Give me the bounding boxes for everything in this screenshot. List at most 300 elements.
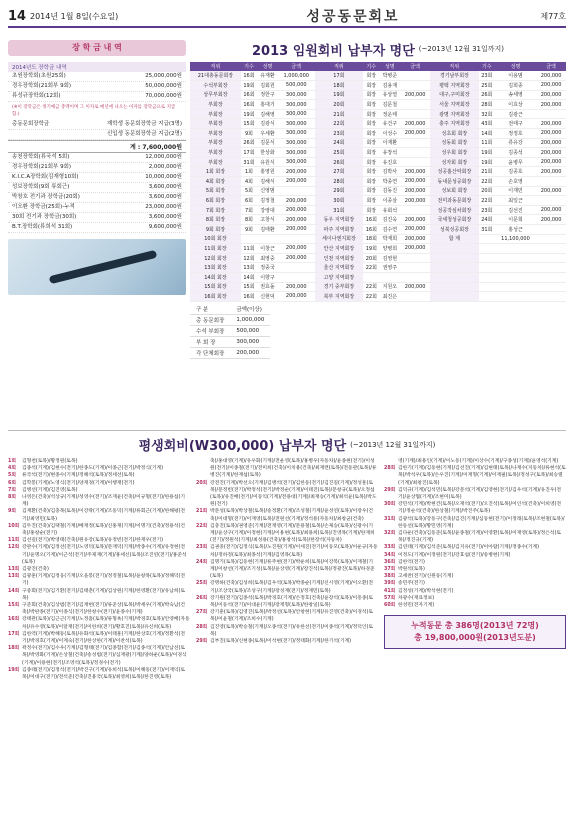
donation-cell: 회장 (363, 196, 379, 206)
donation-cell: 이재민 (495, 186, 536, 196)
entry-names: 김병선(기계)/김진영(토목) (22, 487, 78, 493)
summary-row (190, 347, 270, 358)
donation-cell: 25회 (479, 81, 495, 91)
donation-cell: 경기남부회장 (430, 71, 479, 81)
entry-names: 김덕규(기계)/김석민(토목)/강문석(기계)/김영현(전기)/김우석(기계)/유진우(전기)/윤상협(기계)/조현미(토목) (398, 487, 562, 501)
donation-cell: 양병희 (379, 244, 400, 254)
donation-cell: 우세환 (257, 129, 278, 139)
scholarship-label: 박창호 전기과 장학금(20회) (12, 194, 80, 200)
donation-cell: 200,000 (400, 196, 430, 206)
entry-class: 41회 (384, 588, 396, 594)
entry-class: 37회 (384, 567, 396, 573)
lifetime-entry (8, 480, 190, 487)
entry-class: 23회 (196, 545, 208, 551)
entry-names: 박문성(토목)/박상철(토목)/송정환(기계)/조성철(기계)/윤성연(토목)/이장우(건축)/이대형(전기)/이재영(토목)/전원선(기계)/정석용(자동차)/최창균(건축) (210, 509, 374, 522)
donation-cell: 31회 (479, 225, 495, 235)
donation-cell: 500,000 (278, 81, 315, 91)
donation-row (190, 148, 566, 158)
donation-cell (479, 292, 495, 302)
entry-names: 김한억(전기) (398, 559, 425, 565)
donation-cell: 부회장 (190, 100, 241, 110)
donation-cell: 동우 지역회장 (315, 215, 364, 225)
donation-cell: 유회석 (379, 205, 400, 215)
lifetime-entry (384, 544, 566, 551)
donation-cell (495, 263, 536, 273)
donation-cell (257, 234, 278, 244)
donation-cell: 19회 (479, 157, 495, 167)
donation-cell: 부회장 (190, 138, 241, 148)
entry-names: 구중회(전기)/김기환(전기)/김태춘(기계)/김상원(기계)/한영환(전기)/유남희(토목) (22, 588, 186, 601)
donation-header-cell: 성명 (257, 62, 278, 71)
donation-cell: 회장 (363, 100, 379, 110)
donation-cell: 고창식 (257, 215, 278, 225)
pen-image (49, 250, 158, 284)
donation-cell: 1,000,000 (278, 71, 315, 81)
summary-value: 300,000 (230, 336, 270, 347)
entry-names: 송민주(전기) (398, 581, 425, 587)
donation-cell: 합 계 (430, 234, 479, 244)
donation-cell: 홍성근 (495, 225, 536, 235)
donation-header-cell: 기수 (479, 62, 495, 71)
donation-cell: 20회 (479, 186, 495, 196)
donation-cell (400, 205, 430, 215)
scholarship-row (8, 173, 186, 183)
entry-class: 13회 (8, 567, 20, 573)
scholarship-row (8, 120, 186, 130)
lifetime-entry (384, 573, 566, 580)
donation-header-cell: 직위 (190, 62, 241, 71)
entry-names: 김재환(건축)/김충목(토목)/이강락(기계)/조동덕(기계)/류회근(기계)/한해평(전기)/최영민(토목) (22, 509, 186, 522)
scholarship-label: 성보장학회(9회 류회근) (12, 184, 70, 190)
scholarship-row (8, 203, 186, 213)
donation-cell (479, 282, 495, 292)
donation-cell (400, 100, 430, 110)
donation-cell (400, 272, 430, 282)
entry-class: 4회 (8, 466, 16, 472)
donation-cell (479, 234, 495, 244)
lifetime-entry (196, 508, 378, 522)
donation-cell: 200,000 (536, 157, 566, 167)
donation-cell: 300,000 (278, 138, 315, 148)
entry-class: 5회 (8, 473, 16, 479)
donation-cell (536, 244, 566, 254)
donation-cell: 19회 (241, 109, 257, 119)
lifetime-entry (8, 458, 190, 465)
donation-row (190, 129, 566, 139)
donation-cell (479, 253, 495, 263)
donation-cell (430, 263, 479, 273)
entry-names: 나영돈(건축)/석상규(기계)/성영수(전기)/조재윤(건축)/이규형(전기)/한용섭(기계) (22, 495, 186, 508)
scholarship-note: (※이 장학금은 정기예금 총액이며 그 이자로 매년에 나오는 이자를 장학금으로 지급함.) (12, 105, 176, 117)
entry-names: 강관수(기계)/김정선(전기)/노영덕(토목)/문재덕(기계)/박종수(기계)/유정현(전기)/윤명오(기계)/이근석(전기)/주제재(기계)/홍세신(토목)/조진연(전기)/홍준석(토목) (22, 545, 187, 565)
entry-names: 구준회(건축)/김상범(전기)/김재헌(전기)/류준상(토목)/박세우(기계)/박숙남(건축)/박판종(전기)/이종식(전기)/한창수(전기)/윤종수(기계) (22, 603, 186, 616)
donation-cell (495, 292, 536, 302)
donation-cell: 300,000 (278, 129, 315, 139)
donation-cell: 200,000 (400, 90, 430, 100)
entry-class: 32회 (384, 531, 396, 537)
entry-names: 김충진(토목)/권영준(기계)/전재영(기계)/문용철(토목)/손제승(토목)/신광수(기계)/윤상구(기계)/이정현(기계)/이용현(토목)/최용희(토목)/진영목(기계)/한재희(전기)/정원석(기계)/최성용(건축)/홍창석(토목)/한장석(자동차) (210, 523, 375, 544)
donation-cell: 유장석 (379, 148, 400, 158)
donation-cell (278, 272, 315, 282)
lifetime-entry (384, 487, 566, 501)
entry-names: 김정성(기계)/박석현(전기) (398, 588, 454, 594)
donation-cell: 국세청성공회장 (430, 215, 479, 225)
donation-cell: 19회 (241, 81, 257, 91)
entry-class: 30회 (384, 502, 396, 508)
entry-names: 김연태(기계)/김석준(토목)/김지유(전기)/이아람(기계)/정종수(기계) (398, 545, 540, 551)
donation-cell (536, 282, 566, 292)
donation-row (190, 292, 566, 302)
donation-cell: 성초회 회장 (430, 129, 479, 139)
donation-cell: 이재환 (379, 138, 400, 148)
donation-cell: 300,000 (278, 109, 315, 119)
lifetime-total-count: 누적동문 총 386명(2013년 72명) (411, 621, 539, 631)
donation-row (190, 90, 566, 100)
donation-cell: 22회 (315, 119, 364, 129)
lifetime-entry (196, 609, 378, 623)
scholarship-amount: 신입생 동문회장학금 지급(2명) (106, 131, 182, 137)
donation-cell: 30회 (315, 196, 364, 206)
lifetime-entry (8, 523, 190, 537)
lifetime-entry (196, 595, 378, 609)
donation-cell: 200,000 (400, 215, 430, 225)
scholarship-label: 이오환 장학금(25회)-누적 (12, 204, 75, 210)
scholarship-label: 류성규장학회(12회) (12, 93, 61, 99)
donation-cell: 43회 (479, 119, 495, 129)
donation-cell: 25회 (315, 148, 364, 158)
donation-cell (400, 292, 430, 302)
scholarship-row (8, 193, 186, 203)
entry-names: 박원석(토목) (398, 567, 425, 573)
lifetime-entry (8, 602, 190, 616)
donation-cell: 강영대 (257, 205, 278, 215)
donation-cell: 송세영 (495, 90, 536, 100)
donation-cell: 300,000 (278, 119, 315, 129)
donation-cell: 200,000 (400, 177, 430, 187)
lifetime-entry (8, 631, 190, 645)
donation-cell: 200,000 (278, 282, 315, 292)
scholarship-amount: 3,600,000원 (148, 184, 182, 190)
donation-cell: 32회 (479, 109, 495, 119)
donation-cell: 15회 (241, 282, 257, 292)
donation-cell: 20회 (363, 253, 379, 263)
donation-cell (400, 81, 430, 91)
entry-class: 25회 (196, 581, 208, 587)
donation-cell: 회장 (363, 157, 379, 167)
donation-cell: 22회 (363, 292, 379, 302)
donation-header-cell: 기수 (363, 62, 379, 71)
donation-cell: 19회 (315, 90, 364, 100)
summary-value: 1,000,000 (230, 314, 270, 325)
lifetime-entry (196, 559, 378, 581)
entry-class: 26회 (196, 595, 208, 601)
scholarship-section: 2014년도 장학금 내역 (8, 62, 186, 72)
donation-cell: 인천 지역회장 (315, 253, 364, 263)
lifetime-subtitle: (~2013년 12월 31일까지) (350, 440, 436, 449)
donation-cell: 9회 회장 (190, 225, 241, 235)
lifetime-column-3 (384, 458, 566, 681)
donation-cell: 200,000 (278, 196, 315, 206)
entry-class: 6회 (8, 480, 16, 486)
donation-row (190, 244, 566, 254)
donation-cell (430, 244, 479, 254)
donation-cell (536, 292, 566, 302)
donation-cell: 200,000 (536, 100, 566, 110)
scholarship-amount: 23,000,000원 (145, 204, 182, 210)
lifetime-entry (196, 458, 378, 480)
lifetime-entry (8, 573, 190, 587)
donation-cell: 김광근 (495, 109, 536, 119)
entry-class: 24회 (196, 559, 208, 565)
donation-cell: 200,000 (400, 186, 430, 196)
scholarship-amount: 재학생 동문회장학금 지급(3명) (106, 121, 182, 127)
donation-cell: 회장 (363, 186, 379, 196)
donation-cell: 21회 (479, 167, 495, 177)
donation-cell: 지원오 (379, 282, 400, 292)
donation-cell: 북부 지역회장 (315, 292, 364, 302)
donation-cell: 성공홈산악회장 (430, 167, 479, 177)
donation-cell: 23회 (479, 205, 495, 215)
donation-row (190, 253, 566, 263)
donation-cell: 200,000 (278, 292, 315, 302)
donation-cell: 대구,구미회장 (430, 90, 479, 100)
donation-cell: 회장 (363, 205, 379, 215)
donation-row (190, 138, 566, 148)
donation-cell: 300,000 (278, 90, 315, 100)
donation-cell: 26회 (241, 138, 257, 148)
donation-cell: 정한구 (257, 90, 278, 100)
lifetime-entry (384, 530, 566, 544)
donation-cell: 회장 (363, 129, 379, 139)
entry-class: 10회 (8, 523, 20, 529)
donation-cell: 성북성공회장 (430, 225, 479, 235)
donation-cell: 1회 회장 (190, 167, 241, 177)
donation-cell (400, 148, 430, 158)
summary-key: 부 회 장 (190, 336, 230, 347)
scholarship-label: 경우장학회(21회부 9회) (12, 83, 72, 89)
scholarship-amount: 10,000,000원 (145, 174, 182, 180)
entry-names: 김형천(토목)/황정원(토목) (22, 459, 78, 464)
donation-cell: 24회 (315, 138, 364, 148)
lifetime-entry (384, 588, 566, 595)
donation-cell: 정운태 (379, 109, 400, 119)
scholarship-row (8, 223, 186, 233)
donation-cell: 8회 (241, 215, 257, 225)
donation-cell: 19회 (479, 148, 495, 158)
scholarship-label: 30회 전기과 장학금(30회) (12, 214, 77, 220)
donation-cell: 16회 (363, 215, 379, 225)
donation-cell: 24회 (479, 215, 495, 225)
entry-names: 김종태(전기)/김정석(전기)/박진구(기계)/유희석(토목)/이해동(전기)/이재익(토목)/이대구(전기)/전석준(건축)/진용국(토목)/최영희(토목)/한진영(토목) (22, 667, 186, 681)
entry-names: 축)/홍대영(기계)/유우화(기계)/전운영(토목)/홍병우(자동차)/윤종현(전기)/이성원(전기)/이종철(전기)/전미희(건축)/이치용(건축)/최재련(토목)/전동관(토목)/류병진(기계)/한재섭(토목) (210, 459, 377, 479)
donation-cell (400, 253, 430, 263)
donation-cell: 이효상 (495, 100, 536, 110)
donation-cell: 박종연 (379, 177, 400, 187)
donation-cell (495, 244, 536, 254)
scholarship-row (8, 92, 186, 102)
lifetime-section (8, 430, 566, 681)
donation-cell (536, 109, 566, 119)
entry-class: 19회 (8, 667, 20, 673)
lifetime-entry (196, 580, 378, 594)
donation-cell: 26회 (479, 90, 495, 100)
donation-row (190, 186, 566, 196)
donation-cell: 4회 회장 (190, 177, 241, 187)
entry-names: 이정도(기계)/이정원(전기)/강효섭(전기)/송병현(기계) (398, 552, 511, 558)
entry-class: 21회 (196, 509, 208, 515)
entry-class: 36회 (384, 559, 396, 565)
donation-cell: 동내문성공회장 (430, 177, 479, 187)
donation-cell: 유원식 (257, 157, 278, 167)
lifetime-entry (8, 465, 190, 472)
lifetime-entry (8, 487, 190, 494)
donation-cell: 200,000 (400, 244, 430, 254)
donation-cell: 13회 회장 (190, 263, 241, 273)
donation-cell: 류유강 (495, 138, 536, 148)
donation-cell (278, 234, 315, 244)
donation-cell: 회장 (363, 109, 379, 119)
lifetime-entry (8, 472, 190, 479)
donation-cell: 김박사 (379, 167, 400, 177)
scholarship-amount: 3,600,000원 (148, 194, 182, 200)
donation-cell: 이용범 (495, 71, 536, 81)
entry-class: 28회 (196, 624, 208, 630)
donation-cell: 10회 회장 (190, 234, 241, 244)
donation-cell (400, 263, 430, 273)
donation-header-cell: 금액 (278, 62, 315, 71)
donation-cell: 16회 (241, 71, 257, 81)
donation-cell: 부회장 (190, 129, 241, 139)
scholarship-panel (8, 36, 186, 426)
donation-cell: 200,000 (400, 282, 430, 292)
donation-cell: 200,000 (400, 129, 430, 139)
donation-cell: 회장 (363, 71, 379, 81)
donation-cell: 200,000 (536, 90, 566, 100)
donation-cell: 31회 (241, 157, 257, 167)
entry-names: 김두진(건축)/김택철(기계)/배재정(토목)/신홍재(기계)/이명기(건축)/정용석(건축)/홍창순(전기) (22, 523, 186, 537)
donation-cell: 유재환 (257, 71, 278, 81)
lifetime-total-amount: 총 19,800,000원(2013년도분) (414, 633, 536, 643)
donation-cell: 전태구 (495, 119, 536, 129)
donation-cell: 부회장 (190, 148, 241, 158)
donation-cell: 부회장 (190, 109, 241, 119)
summary-row (190, 304, 270, 315)
donation-cell: 이종삼 (379, 196, 400, 206)
donation-cell: 권영주 (379, 263, 400, 273)
lifetime-entry (384, 566, 566, 573)
lifetime-entry (384, 458, 566, 465)
entry-names: 강기원(전기)/김종석(토목)/박경호(기계)/손정호(건축)/윤장석(토목)/이흥종(토목)/이동석(전기)/이대윤(기계)/장재형(토목)/한창일(토목) (210, 595, 374, 609)
donation-row (190, 282, 566, 292)
entry-names: 김광훈(기계)/김정웅(기계)/오을봉(전기)/정정철(토목)/윤창목(토목)/정해덕(전기) (22, 574, 186, 587)
donation-cell: 200,000 (278, 167, 315, 177)
lifetime-entry (384, 580, 566, 587)
donation-cell: 윤병무 (495, 157, 536, 167)
entry-class: 22회 (196, 523, 208, 529)
donation-header-cell: 성명 (495, 62, 536, 71)
donation-cell: 18회 (315, 81, 364, 91)
entry-names: 강전진(기계)/박선오(기계)/김병석(전기)/김한동(전기)/김진길(기계)/정성훈(토목)/문정빈(전기)/박정석(전기)/박정순(기계)/이태진(토목)/문창규(토목)/오정섭(토목)/유진배(전기)/이동익(기계)/전용대(기계)/최재승(기계)/최석윤(토목)/박도원(전기) (210, 480, 377, 508)
donation-cell: 성보회 회장 (430, 186, 479, 196)
donation-cell: 김선진 (495, 205, 536, 215)
donation-cell: 22회 (479, 196, 495, 206)
entry-class: 29회 (196, 639, 208, 645)
donation-cell (278, 186, 315, 196)
donation-cell: 전미과동문회장 (430, 196, 479, 206)
entry-names: 김다운(건축)/김동준(토목)/윤종철(기계)/이영환(토목)/이재영(토목)/정은석(토목)/정진규(기계) (398, 531, 562, 544)
scholarship-label: 경우장학회(21회부 9회) (12, 164, 72, 170)
donation-cell: 세이나엔지회장 (315, 234, 364, 244)
donation-cell: 손호영 (495, 177, 536, 187)
donation-cell: 최일근 (495, 196, 536, 206)
entry-names: 김종석(기계)/김현수(전기)/한종도(기계)/이종근(전기)/박정식(기계) (22, 466, 164, 472)
entry-class: 9회 (8, 509, 16, 515)
donation-cell (536, 196, 566, 206)
summary-row (190, 325, 270, 336)
lifetime-entry (196, 624, 378, 638)
donation-row (190, 119, 566, 129)
donation-cell: 이문희 (495, 215, 536, 225)
donation-cell: 27회 (315, 167, 364, 177)
donation-cell (379, 272, 400, 282)
donation-cell (400, 109, 430, 119)
entry-names: 고세찬(전기)/신원동(기계) (398, 574, 454, 580)
lifetime-entry (196, 544, 378, 558)
donation-cell: 23회 (479, 71, 495, 81)
scholarship-row (8, 82, 186, 92)
donation-cell: 회장 (363, 138, 379, 148)
donation-cell: 성우회 회장 (430, 148, 479, 158)
entry-names: 김광석(토목)/강동구(건축)/김진(기계)/심동현(전기)/이정래(토목)/조현철(토목)/한동선(토목)/황민영(기계) (398, 516, 565, 529)
donation-cell: 200,000 (400, 234, 430, 244)
entry-names: 김학봉(기계)/노영식(전기)/양재경(기계)/이행재(전기) (22, 480, 135, 486)
donation-cell: 고양 지역회장 (315, 272, 364, 282)
entry-names: 차광수(재료정보) (398, 595, 435, 601)
donation-cell (479, 244, 495, 254)
donation-cell (495, 282, 536, 292)
lifetime-entry (8, 508, 190, 522)
lifetime-entry (384, 516, 566, 530)
scholarship-amount: 3,600,000원 (148, 214, 182, 220)
donation-cell: 31회 (315, 205, 364, 215)
lifetime-entry (8, 667, 190, 681)
donation-cell: 15회 (241, 119, 257, 129)
donation-header-cell: 직위 (430, 62, 479, 71)
donation-cell: 이향구 (257, 272, 278, 282)
donation-cell: 경기 중부회장 (315, 282, 364, 292)
donation-cell (430, 282, 479, 292)
donation-cell: 회장 (363, 177, 379, 187)
lifetime-total-box (384, 615, 566, 649)
scholarship-row (8, 183, 186, 193)
donation-cell: 200,000 (400, 119, 430, 129)
lifetime-entry (384, 501, 566, 515)
donation-cell: 9회 (241, 225, 257, 235)
entry-class: 60회 (384, 603, 396, 609)
donation-cell: 28회 (479, 100, 495, 110)
donation-cell: 김태환 (257, 225, 278, 235)
entry-class: 57회 (384, 595, 396, 601)
entry-names: 강민석(기계)/박현건(토목)/오재석(전기)/오진석(토목)/이인석(건축)/이희영(전기)/정순석(건축)/한상철(기계)/박진주(토목) (398, 502, 562, 515)
lifetime-entry (196, 523, 378, 545)
entry-names: 김권중(전기)/김정식(토목)/노진원(기계)/이세진(전기)/이동모(토목)/이운규(자동차)/정하정(토목)/최종석(기계)/김영목(토목) (210, 545, 378, 558)
donation-cell (278, 263, 315, 273)
scholarship-label: B.T.장학회(류희석 31회) (12, 224, 73, 230)
donation-cell: 14회 (479, 129, 495, 139)
donation-cell: 200,000 (536, 148, 566, 158)
scholarship-row (8, 130, 186, 140)
donation-cell: 17회 (241, 148, 257, 158)
